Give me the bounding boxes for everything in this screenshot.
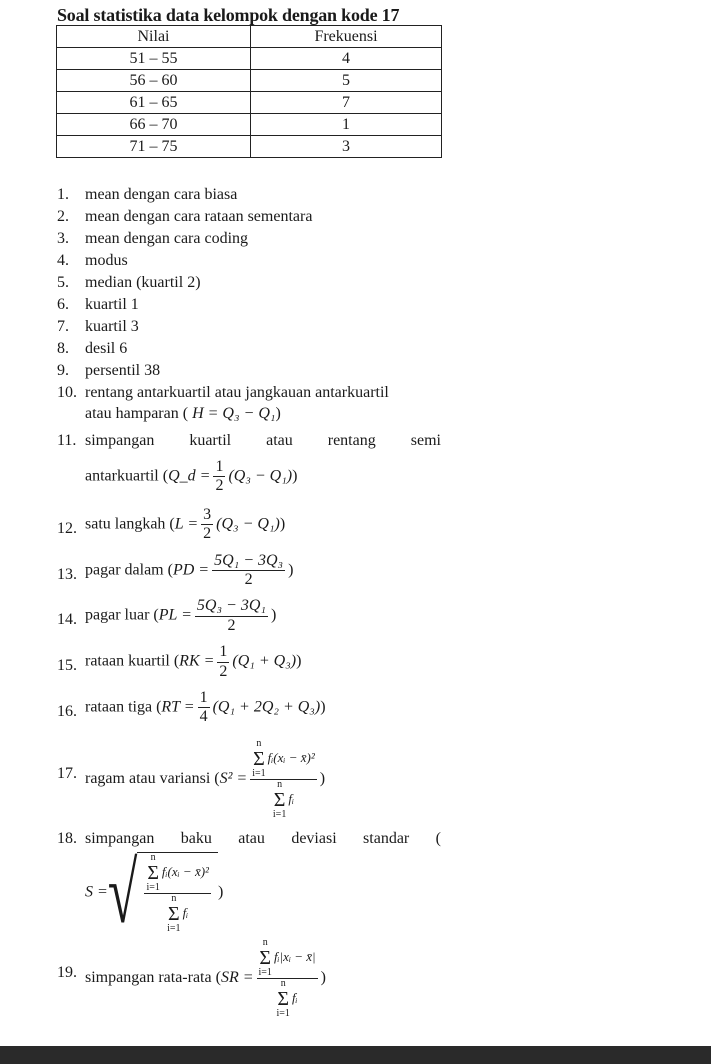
paren: ) bbox=[320, 968, 326, 986]
word: rentang bbox=[327, 432, 376, 449]
item-text: modus bbox=[85, 252, 128, 269]
numerator: 1 bbox=[217, 643, 229, 662]
cell-nilai: 66 – 70 bbox=[57, 114, 251, 136]
sigma-sum bbox=[277, 979, 290, 1019]
denominator: 2 bbox=[215, 477, 224, 495]
table-row bbox=[57, 48, 442, 70]
formula-rhs: (Q₃ − Q₁) bbox=[216, 515, 280, 533]
item-number: 15. bbox=[57, 657, 77, 675]
denominator-expr: fᵢ bbox=[288, 790, 294, 806]
list-item bbox=[57, 506, 457, 544]
cell-nilai: 51 – 55 bbox=[57, 48, 251, 70]
numerator-expr: fᵢ(xᵢ − x̄)² bbox=[267, 749, 315, 765]
formula-lhs: SR = bbox=[220, 968, 254, 986]
item-number: 19. bbox=[57, 963, 77, 981]
item-text: pagar luar ( bbox=[85, 606, 159, 624]
formula-lhs: PD = bbox=[172, 561, 210, 579]
paren: ) bbox=[270, 606, 277, 624]
item-text: kuartil 3 bbox=[85, 318, 139, 335]
list-item bbox=[57, 206, 457, 228]
formula-lhs: PL = bbox=[158, 606, 192, 624]
item-number: 5. bbox=[57, 274, 69, 291]
list-item bbox=[57, 184, 457, 206]
formula: H = Q₃ − Q₁ bbox=[192, 405, 276, 422]
sigma-icon: Σ bbox=[168, 902, 180, 925]
denominator: 2 bbox=[219, 662, 228, 680]
formula-rhs: (Q₃ − Q₁) bbox=[228, 467, 293, 485]
table-row bbox=[57, 70, 442, 92]
justified-line bbox=[85, 828, 441, 850]
paren: ) bbox=[288, 561, 294, 579]
paren: ) bbox=[320, 698, 326, 716]
sigma-icon: Σ bbox=[253, 747, 265, 770]
header-nilai: Nilai bbox=[57, 26, 251, 48]
list-item bbox=[57, 938, 457, 1019]
denominator bbox=[275, 979, 300, 1019]
sigma-sum bbox=[146, 853, 159, 893]
fraction bbox=[212, 552, 285, 590]
item-text: mean dengan cara coding bbox=[85, 230, 249, 247]
numerator-expr: fᵢ|xᵢ − x̄| bbox=[273, 948, 316, 964]
sigma-upper: n bbox=[262, 936, 268, 948]
denominator: 2 bbox=[244, 570, 253, 588]
item-text: pagar dalam ( bbox=[85, 561, 173, 579]
item-number: 13. bbox=[57, 565, 77, 583]
list-item bbox=[57, 828, 457, 941]
cell-frekuensi: 1 bbox=[251, 114, 442, 136]
item-number: 3. bbox=[57, 230, 69, 247]
word: deviasi bbox=[291, 829, 337, 847]
sigma-lower: i=1 bbox=[252, 767, 266, 779]
list-item bbox=[57, 430, 457, 496]
square-root bbox=[107, 844, 218, 941]
item-number: 14. bbox=[57, 611, 77, 629]
cell-frekuensi: 4 bbox=[251, 48, 442, 70]
numerator: 5Q₃ − 3Q₁ bbox=[195, 597, 268, 616]
item-text: satu langkah ( bbox=[85, 515, 175, 533]
item-formula-line bbox=[85, 844, 457, 941]
list-item bbox=[57, 316, 457, 338]
fraction bbox=[198, 689, 210, 727]
header-frekuensi: Frekuensi bbox=[251, 26, 442, 48]
item-number: 6. bbox=[57, 296, 69, 313]
formula-lhs: S = bbox=[85, 883, 108, 901]
word: kuartil bbox=[189, 432, 232, 449]
denominator bbox=[165, 894, 190, 934]
sigma-upper: n bbox=[277, 778, 283, 790]
denominator: 4 bbox=[199, 708, 208, 726]
paren: ) bbox=[217, 883, 224, 901]
cell-nilai: 71 – 75 bbox=[57, 136, 251, 158]
word: simpangan bbox=[85, 432, 155, 449]
denominator-expr: fᵢ bbox=[182, 904, 189, 920]
sigma-icon: Σ bbox=[147, 861, 159, 884]
item-text: median (kuartil 2) bbox=[85, 274, 201, 291]
sigma-lower: i=1 bbox=[276, 1007, 290, 1019]
list-item bbox=[57, 360, 457, 382]
denominator: 2 bbox=[227, 616, 236, 634]
sigma-icon: Σ bbox=[273, 788, 286, 811]
sigma-sum bbox=[252, 739, 265, 779]
radicand bbox=[137, 852, 218, 934]
item-number: 11. bbox=[57, 432, 77, 449]
sigma-lower: i=1 bbox=[146, 881, 160, 893]
fraction bbox=[201, 506, 213, 544]
list-item bbox=[57, 228, 457, 250]
numerator: 5Q₁ − 3Q₃ bbox=[212, 552, 285, 571]
item-text: desil 6 bbox=[85, 340, 128, 357]
item-number: 7. bbox=[57, 318, 69, 335]
numerator: 1 bbox=[213, 458, 225, 477]
word: atau bbox=[238, 829, 265, 847]
formula-lhs: RT = bbox=[161, 698, 195, 716]
item-text: mean dengan cara biasa bbox=[85, 186, 238, 203]
numerator bbox=[257, 938, 318, 979]
item-text: simpangan rata-rata ( bbox=[85, 968, 221, 986]
item-text: atau hamparan ( bbox=[85, 405, 189, 422]
formula-lhs: RK = bbox=[179, 652, 215, 670]
sigma-icon: Σ bbox=[259, 946, 272, 969]
item-text: antarkuartil ( bbox=[85, 467, 169, 485]
table-row bbox=[57, 136, 442, 158]
justified-line bbox=[85, 430, 441, 452]
cell-frekuensi: 7 bbox=[251, 92, 442, 114]
sigma-sum bbox=[273, 780, 286, 820]
word: atau bbox=[266, 432, 293, 449]
cell-frekuensi: 3 bbox=[251, 136, 442, 158]
formula-lhs: S² = bbox=[219, 769, 248, 787]
fraction bbox=[257, 938, 318, 1019]
fraction bbox=[217, 643, 229, 681]
fraction bbox=[250, 739, 317, 820]
formula-lhs: Q_d = bbox=[168, 467, 211, 485]
sigma-sum bbox=[259, 938, 272, 978]
cell-nilai: 56 – 60 bbox=[57, 70, 251, 92]
radical-icon: √ bbox=[107, 844, 138, 941]
item-text: ragam atau variansi ( bbox=[85, 769, 220, 787]
denominator: 2 bbox=[203, 525, 212, 543]
fraction bbox=[213, 458, 225, 496]
sigma-upper: n bbox=[280, 977, 286, 989]
formula-rhs: (Q₁ + Q₃) bbox=[232, 652, 297, 670]
question-list bbox=[57, 184, 457, 1019]
word: simpangan bbox=[85, 829, 155, 847]
fraction bbox=[144, 853, 211, 934]
list-item bbox=[57, 382, 457, 424]
item-number: 2. bbox=[57, 208, 69, 225]
sigma-icon: Σ bbox=[277, 987, 290, 1010]
list-item bbox=[57, 739, 457, 820]
list-item bbox=[57, 552, 457, 590]
list-item bbox=[57, 689, 457, 727]
cell-nilai: 61 – 65 bbox=[57, 92, 251, 114]
table-row bbox=[57, 114, 442, 136]
paren: ) bbox=[275, 405, 281, 422]
item-number: 10. bbox=[57, 384, 77, 401]
item-text: rataan tiga ( bbox=[85, 698, 162, 716]
frequency-table bbox=[56, 25, 442, 158]
numerator bbox=[144, 853, 211, 894]
table-header-row bbox=[57, 26, 442, 48]
numerator-expr: fᵢ(xᵢ − x̄)² bbox=[161, 863, 209, 879]
sigma-sum bbox=[167, 894, 180, 934]
formula-rhs: (Q₁ + 2Q₂ + Q₃) bbox=[212, 698, 321, 716]
word: baku bbox=[180, 829, 212, 847]
item-text: persentil 38 bbox=[85, 362, 161, 379]
sigma-upper: n bbox=[171, 892, 177, 904]
fraction bbox=[195, 597, 268, 635]
list-item bbox=[57, 294, 457, 316]
item-text: kuartil 1 bbox=[85, 296, 139, 313]
list-item bbox=[57, 597, 457, 635]
numerator: 3 bbox=[201, 506, 213, 525]
numerator bbox=[250, 739, 317, 780]
sigma-upper: n bbox=[256, 737, 262, 749]
cell-frekuensi: 5 bbox=[251, 70, 442, 92]
sigma-lower: i=1 bbox=[167, 922, 181, 934]
paren: ) bbox=[279, 515, 286, 533]
table-row bbox=[57, 92, 442, 114]
numerator: 1 bbox=[198, 689, 210, 708]
word: standar bbox=[363, 829, 410, 847]
bottom-bar bbox=[0, 1046, 711, 1064]
formula-lhs: L = bbox=[174, 515, 199, 533]
item-number: 1. bbox=[57, 186, 69, 203]
list-item bbox=[57, 272, 457, 294]
item-number: 17. bbox=[57, 764, 77, 782]
item-number: 8. bbox=[57, 340, 69, 357]
item-text: rataan kuartil ( bbox=[85, 652, 180, 670]
sigma-lower: i=1 bbox=[272, 808, 287, 820]
item-number: 4. bbox=[57, 252, 69, 269]
list-item bbox=[57, 643, 457, 681]
list-item bbox=[57, 250, 457, 272]
item-number: 9. bbox=[57, 362, 69, 379]
denominator-expr: fᵢ bbox=[291, 989, 298, 1005]
item-text-line2 bbox=[85, 458, 457, 496]
item-text: mean dengan cara rataan sementara bbox=[85, 208, 313, 225]
item-number: 18. bbox=[57, 829, 77, 847]
document-title: Soal statistika data kelompok dengan kode 17 bbox=[57, 5, 400, 25]
item-number: 12. bbox=[57, 519, 77, 537]
denominator bbox=[271, 780, 296, 820]
item-text-line2 bbox=[85, 403, 457, 424]
word: semi bbox=[410, 432, 441, 449]
sigma-lower: i=1 bbox=[258, 966, 272, 978]
item-text: rentang antarkuartil atau jangkauan antarkuartil bbox=[85, 384, 389, 401]
paren: ) bbox=[296, 652, 302, 670]
paren: ) bbox=[319, 769, 326, 787]
word: ( bbox=[435, 829, 441, 847]
item-number: 16. bbox=[57, 702, 77, 720]
list-item bbox=[57, 338, 457, 360]
paren: ) bbox=[292, 467, 298, 485]
sigma-upper: n bbox=[150, 851, 156, 863]
